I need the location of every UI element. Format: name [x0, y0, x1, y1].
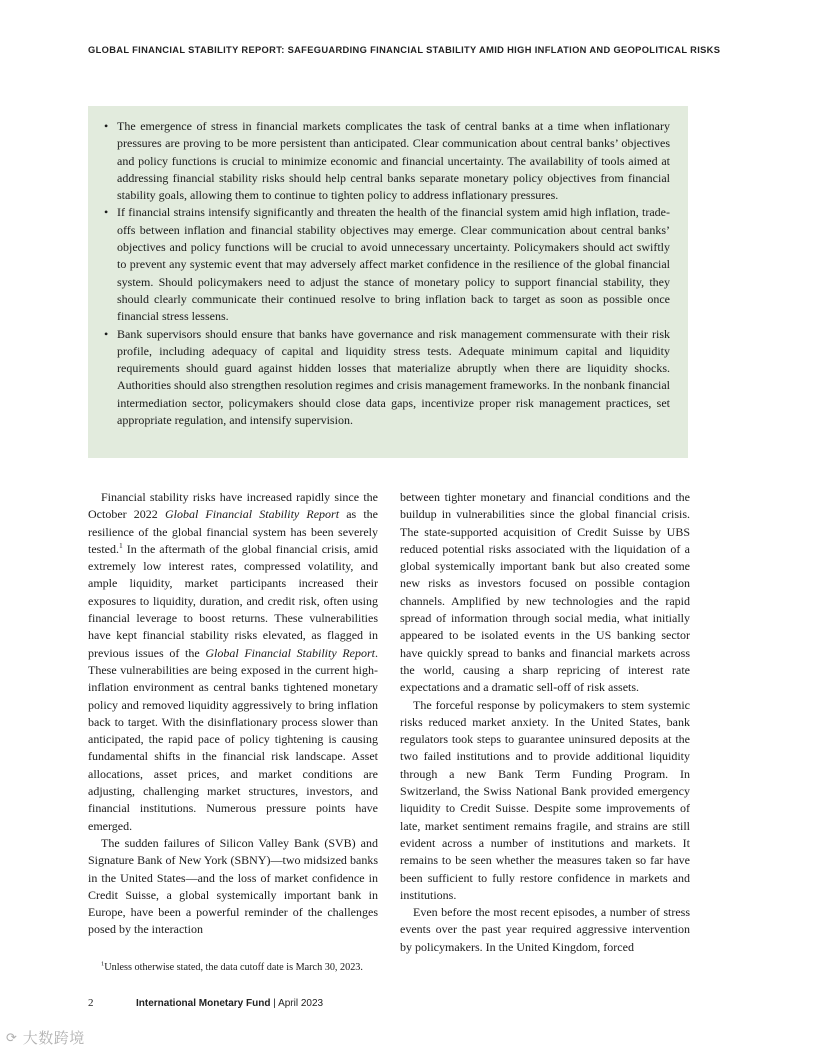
report-title-italic: Global Financial Stability Report — [205, 645, 376, 660]
watermark-logo-icon: ⟳ — [6, 1031, 18, 1046]
paragraph: Even before the most recent episodes, a number of stress events over the past year required aggressive intervention by policymakers. In the United Kingdom, forced — [400, 905, 690, 954]
publication-date: April 2023 — [278, 998, 324, 1009]
watermark-text: 大数跨境 — [22, 1029, 85, 1047]
footnote-ref[interactable]: 1 — [119, 540, 123, 550]
paragraph: The forceful response by policymakers to stem systemic risks reduced market anxiety. In the United States, bank regulators took steps to guarantee uninsured deposits at the two failed institutions and to provide additional liquidity through a new Bank Term Funding Program. In Switzerland, the Swiss National Bank provided emergency liquidity to Credit Suisse. Despite some improvements of late, market sentiment remains fragile, and strains are still evident across a number of institutions and markets. It remains to be seen whether the measures taken so far have been sufficient to fully restore confidence in markets and institutions. — [400, 697, 690, 902]
left-column — [88, 489, 378, 939]
bullet-item: • The emergence of stress in financial markets complicates the task of central banks at a time when inflationary pressures are proving to be more persistent than anticipated. Clear communication about central banks’ objectives and policy functions is crucial to minimize economic and financial uncertainty. The availability of tools aimed at addressing financial stability risks should help central banks separate monetary policy objectives from financial stability goals, allowing them to continue to tighten policy to address inflationary pressures. — [104, 118, 670, 204]
report-title-italic: Global Financial Stability Report — [164, 507, 340, 522]
footnote — [88, 961, 378, 975]
running-header: GLOBAL FINANCIAL STABILITY REPORT: SAFEGUARDING FINANCIAL STABILITY AMID HIGH INFLATION AND GEOPOLITICAL RISKS — [88, 45, 721, 55]
right-column — [400, 489, 690, 956]
page-number: 2 — [88, 997, 94, 1009]
watermark — [6, 1027, 85, 1048]
footnote-text: Unless otherwise stated, the data cutoff date is March 30, 2023. — [104, 962, 363, 973]
bullet-item: • If financial strains intensify significantly and threaten the health of the financial system amid high inflation, trade-offs between inflation and financial stability objectives may emerge. Clear communication about central banks’ objectives and policy functions will be crucial to avoid unnecessary uncertainty. Policymakers should act swiftly to prevent any systemic event that may adversely affect market confidence in the resilience of the global financial system. Should policymakers need to adjust the stance of monetary policy to support financial stability, they should clearly communicate their continued resolve to bring inflation back to target as soon as possible once financial stress lessens. — [104, 204, 670, 325]
footer-separator: | — [270, 998, 279, 1009]
bullet-item: • Bank supervisors should ensure that banks have governance and risk management commensurate with their risk profile, including adequacy of capital and liquidity stress tests. Adequate minimum capital and liquidity requirements should guard against hidden losses that materialize abruptly when there are liquidity shocks. Authorities should also strengthen resolution regimes and crisis management frameworks. In the nonbank financial intermediation sector, policymakers should close data gaps, incentivize proper risk management practices, set appropriate regulation, and intensify supervision. — [104, 326, 670, 430]
footnote-marker: 1 — [101, 960, 105, 968]
paragraph: The sudden failures of Silicon Valley Bank (SVB) and Signature Bank of New York (SBNY)—two midsized banks in the United States—and the loss of market confidence in Credit Suisse, a global systemically important bank in Europe, have been a powerful reminder of the challenges posed by the interaction — [88, 835, 378, 937]
paragraph: Financial stability risks have increased rapidly since the October 2022 Global Financial Stability Report as the resilience of the global financial system has been severely tested.$^1$ In the aftermath of the global financial crisis, amid extremely low interest rates, compressed volatility, and ample liquidity, market participants increased their exposures to liquidity, duration, and credit risk, often using financial leverage to boost returns. These vulnerabilities have kept financial stability risks elevated, as flagged in previous issues of the Global Financial Stability Report. These vulnerabilities are being exposed in the current high-inflation environment as central banks tightened monetary policy and removed liquidity aggressively to bring inflation back to target. With the disinflationary process slower than anticipated, the rapid pace of policy tightening is causing fundamental shifts in the financial risk landscape. Asset allocations, asset prices, and market conditions are adjusting, challenging market structures, investors, and financial institutions. Numerous pressure points have emerged. — [88, 490, 379, 833]
paragraph-continued: between tighter monetary and financial conditions and the buildup in vulnerabilities since the global financial crisis. The state-supported acquisition of Credit Suisse by UBS reduced potential risks associated with the liquidation of a global systemically important bank but also created some new risks as investors focused on possible contagion channels. Amplified by new technologies and the rapid spread of information through social media, what initially appeared to be isolated events in the US banking sector have quickly spread to banks and financial markets across the world, causing a sharp repricing of interest rate expectations and a dramatic sell-off of risk assets. — [400, 490, 690, 695]
page-footer — [88, 997, 323, 1009]
publisher-name: International Monetary Fund — [136, 998, 271, 1009]
bullet-list — [104, 118, 670, 429]
policy-recommendations-box — [88, 106, 688, 458]
